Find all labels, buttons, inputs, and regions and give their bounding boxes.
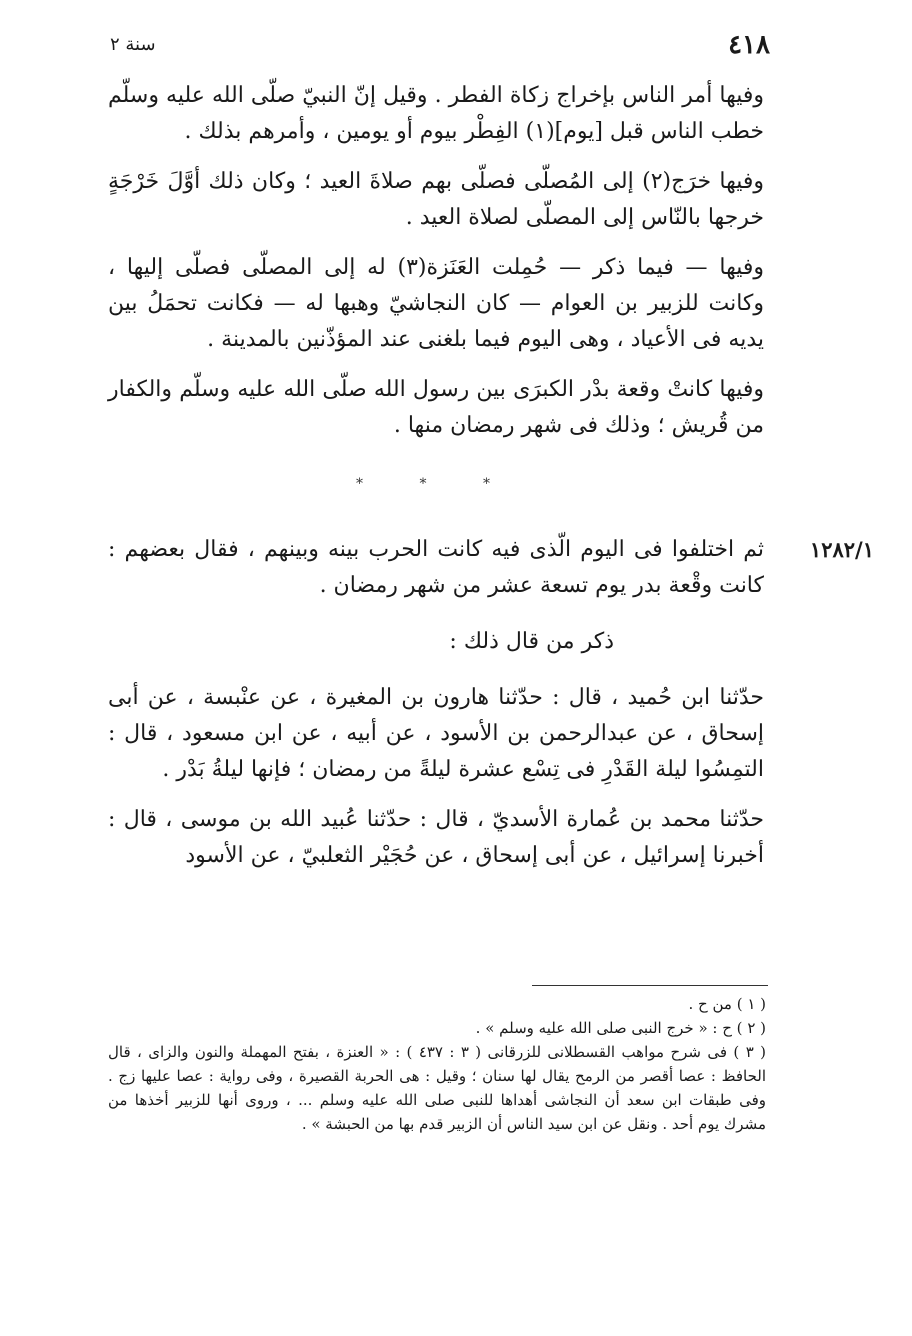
page-number: ٤١٨ bbox=[728, 30, 770, 60]
section-intro: ثم اختلفوا فى اليوم الّذى فيه كانت الحرب بينه وبينهم ، فقال بعضهم : كانت وقْعة بدر يوم تسعة عشر من شهر رمضان . bbox=[108, 537, 764, 598]
footnote-divider bbox=[532, 985, 768, 986]
paragraph: وفيها كانتْ وقعة بدْر الكبرَى بين رسول الله صلّى الله عليه وسلّم والكفار من قُريش ؛ وذلك فى شهر رمضان منها . bbox=[108, 377, 764, 438]
paragraph: حدّثنا محمد بن عُمارة الأسديّ ، قال : حدّثنا عُبيد الله بن موسى ، قال : أخبرنا إسرائيل ، عن أبى إسحاق ، عن حُجَيْر الثعلبيّ ، عن الأسود bbox=[108, 807, 764, 868]
margin-reference-number: ١٢٨٢/١ bbox=[809, 537, 874, 562]
main-text bbox=[108, 78, 874, 888]
paragraph: وفيها أمر الناس بإخراج زكاة الفطر . وقيل إنّ النبيّ صلّى الله عليه وسلّم خطب الناس قبل [يوم](١) الفِطْر بيوم أو يومين ، وأمرهم بذلك . bbox=[108, 83, 764, 144]
section-separator: * * * bbox=[356, 476, 516, 492]
section-heading: ذكر من قال ذلك : bbox=[449, 629, 614, 654]
paragraph: حدّثنا ابن حُميد ، قال : حدّثنا هارون بن المغيرة ، عن عنْبسة ، عن أبى إسحاق ، عن عبدالرحمن بن الأسود ، عن أبيه ، عن ابن مسعود ، قال : التمِسُوا ليلة القَدْرِ فى تِسْع عشرة ليلةً من رمضان ؛ فإنها ليلةُ بَدْر . bbox=[108, 685, 764, 782]
footnotes bbox=[108, 992, 766, 1136]
footnote: ( ٣ ) فى شرح مواهب القسطلانى للزرقانى ( ٣ : ٤٣٧ ) : « العنزة ، بفتح المهملة والنون والزاى ، قال الحافظ : عصا أقصر من الرمح يقال لها سنان ؛ وقيل : هى الحربة القصيرة ، وفى رواية : عصا عليها زج . وفى طبقات ابن سعد أن النجاشى أهداها للنبى صلى الله عليه وسلم ... ، وروى أنها للزبير أخذها من مشرك يوم أحد . ونقل عن ابن سيد الناس أن الزبير قدم بها من الحبشة » . bbox=[108, 1043, 766, 1133]
footnote: ( ١ ) من ح . bbox=[688, 995, 766, 1013]
page-header bbox=[110, 30, 770, 64]
paragraph: وفيها — فيما ذكر — حُمِلت العَنَزة(٣) له إلى المصلّى فصلّى إليها ، وكانت للزبير بن العوام — كان النجاشيّ وهبها له — فكانت تحمَلُ بين يديه فى الأعياد ، وهى اليوم فيما بلغنى عند المؤذّنين بالمدينة . bbox=[108, 255, 764, 352]
running-head: سنة ٢ bbox=[110, 34, 156, 55]
new-section bbox=[108, 532, 874, 874]
paragraph: وفيها خرَج(٢) إلى المُصلّى فصلّى بهم صلاةَ العيد ؛ وكان ذلك أوَّلَ خَرْجَةٍ خرجها بالنّاس إلى المصلّى لصلاة العيد . bbox=[108, 169, 765, 230]
footnote: ( ٢ ) ح : « خرج النبى صلى الله عليه وسلم » . bbox=[475, 1019, 766, 1037]
